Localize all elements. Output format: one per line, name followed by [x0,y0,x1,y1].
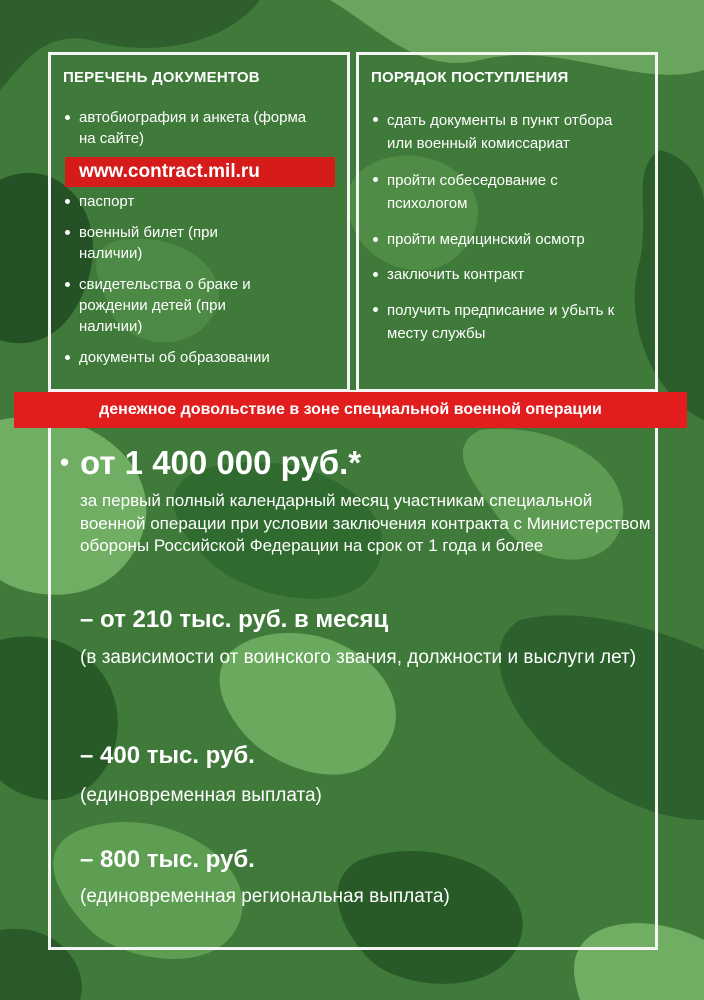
list-item: получить предписание и убыть к месту службы [373,299,617,345]
admission-order-list [373,109,657,345]
documents-title: ПЕРЕЧЕНЬ ДОКУМЕНТОВ [63,69,260,86]
list-item: паспорт [65,191,345,212]
bullet-marker: • [60,447,70,477]
lump-sum-payment: – 400 тыс. руб. [80,742,255,769]
list-item: автобиография и анкета (форма на сайте) [65,107,309,149]
list-item: пройти медицинский осмотр [373,229,657,250]
monthly-payment: – от 210 тыс. руб. в месяц [80,606,389,633]
main-amount-description: за первый полный календарный месяц участникам специальной военной операции при условии заключения контракта с Министерством обороны Российской Федерации на срок от 1 года и более [80,491,651,555]
documents-list-continued [65,191,345,368]
regional-payment: – 800 тыс. руб. [80,846,255,873]
admission-order-panel [356,52,658,392]
main-amount: от 1 400 000 руб.* [80,444,362,481]
regional-payment-note: (единовременная региональная выплата) [80,886,450,907]
admission-order-title: ПОРЯДОК ПОСТУПЛЕНИЯ [371,69,569,86]
allowance-banner: денежное довольствие в зоне специальной военной операции [14,392,687,428]
monthly-payment-note: (в зависимости от воинского звания, должности и выслуги лет) [80,647,637,668]
list-item: сдать документы в пункт отбора или военный комиссариат [373,109,617,155]
list-item: документы об образовании [65,347,345,368]
list-item: заключить контракт [373,264,657,285]
list-item: пройти собеседование с психологом [373,169,597,215]
documents-panel [48,52,350,392]
website-link[interactable]: www.contract.mil.ru [65,157,335,187]
list-item: военный билет (при наличии) [65,222,229,264]
lump-sum-note: (единовременная выплата) [80,785,322,806]
documents-list [65,107,345,149]
list-item: свидетельства о браке и рождении детей (при наличии) [65,274,279,337]
